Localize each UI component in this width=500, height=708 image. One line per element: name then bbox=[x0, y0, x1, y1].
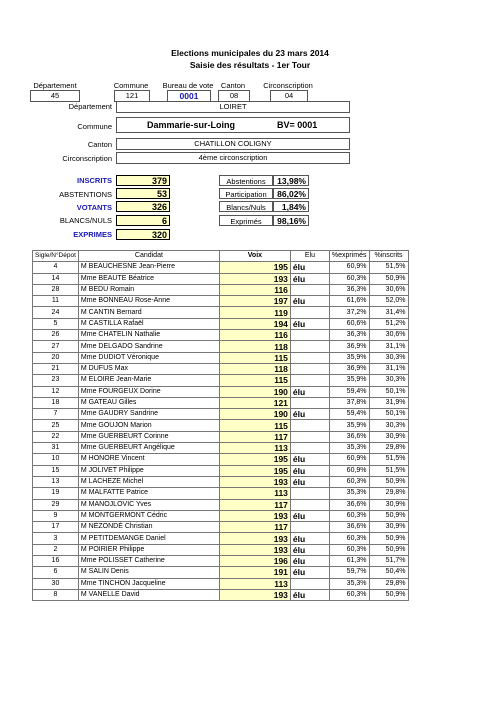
row-pct-inscrits: 30,6% bbox=[369, 284, 408, 295]
row-pct-inscrits: 30,9% bbox=[369, 431, 408, 442]
row-sigle[interactable]: 2 bbox=[33, 544, 79, 555]
row-voix[interactable]: 195 bbox=[219, 454, 290, 465]
row-elu bbox=[290, 341, 329, 352]
abstentions-rate-label: Abstentions bbox=[219, 175, 273, 186]
row-pct-exprimes: 35,9% bbox=[329, 420, 369, 431]
row-elu: élu bbox=[290, 465, 329, 476]
circonscription-name-field[interactable]: 4ème circonscription bbox=[116, 152, 350, 164]
row-pct-inscrits: 31,4% bbox=[369, 307, 408, 318]
row-pct-inscrits: 50,9% bbox=[369, 510, 408, 521]
row-pct-exprimes: 36,3% bbox=[329, 330, 369, 341]
abstentions-rate-value: 13,98% bbox=[273, 175, 309, 186]
row-sigle[interactable]: 23 bbox=[33, 375, 79, 386]
departement-code-label: Département bbox=[33, 81, 77, 90]
row-sigle[interactable]: 26 bbox=[33, 330, 79, 341]
row-pct-inscrits: 51,5% bbox=[369, 465, 408, 476]
row-candidat: Mme DUDIOT Véronique bbox=[78, 352, 219, 363]
circonscription-name-label: Circonscription bbox=[62, 154, 112, 163]
row-sigle[interactable]: 3 bbox=[33, 533, 79, 544]
row-pct-inscrits: 50,1% bbox=[369, 386, 408, 397]
row-pct-inscrits: 31,1% bbox=[369, 363, 408, 374]
row-pct-exprimes: 59,4% bbox=[329, 409, 369, 420]
row-pct-inscrits: 31,9% bbox=[369, 397, 408, 408]
row-candidat: M JOLIVET Philippe bbox=[78, 465, 219, 476]
row-elu bbox=[290, 307, 329, 318]
row-pct-inscrits: 50,1% bbox=[369, 409, 408, 420]
row-elu bbox=[290, 431, 329, 442]
row-elu: élu bbox=[290, 318, 329, 329]
table-row bbox=[33, 397, 409, 408]
table-row bbox=[33, 454, 409, 465]
row-pct-inscrits: 52,0% bbox=[369, 296, 408, 307]
row-pct-exprimes: 60,9% bbox=[329, 262, 369, 273]
row-pct-exprimes: 60,6% bbox=[329, 318, 369, 329]
row-pct-inscrits: 51,5% bbox=[369, 262, 408, 273]
row-sigle[interactable]: 4 bbox=[33, 262, 79, 273]
table-row bbox=[33, 284, 409, 295]
row-voix[interactable]: 117 bbox=[219, 499, 290, 510]
row-pct-inscrits: 30,3% bbox=[369, 375, 408, 386]
row-voix[interactable]: 196 bbox=[219, 556, 290, 567]
row-candidat: Mme DELGADO Sandrine bbox=[78, 341, 219, 352]
canton-code-label: Canton bbox=[220, 81, 246, 90]
circonscription-code-label: Circonscription bbox=[263, 81, 313, 90]
row-candidat: M LACHEZE Michel bbox=[78, 476, 219, 487]
row-elu bbox=[290, 522, 329, 533]
row-pct-inscrits: 30,9% bbox=[369, 499, 408, 510]
results-table bbox=[32, 250, 409, 601]
row-pct-inscrits: 50,9% bbox=[369, 476, 408, 487]
table-row bbox=[33, 499, 409, 510]
row-pct-inscrits: 50,9% bbox=[369, 589, 408, 600]
row-candidat: M POIRIER Philippe bbox=[78, 544, 219, 555]
row-pct-exprimes: 60,3% bbox=[329, 476, 369, 487]
row-pct-inscrits: 30,6% bbox=[369, 330, 408, 341]
row-elu: élu bbox=[290, 273, 329, 284]
commune-name-value: Dammarie-sur-Loing bbox=[147, 120, 236, 130]
row-elu: élu bbox=[290, 556, 329, 567]
row-elu: élu bbox=[290, 510, 329, 521]
row-voix[interactable]: 193 bbox=[219, 476, 290, 487]
table-row bbox=[33, 375, 409, 386]
row-sigle[interactable]: 11 bbox=[33, 296, 79, 307]
row-voix[interactable]: 113 bbox=[219, 578, 290, 589]
canton-name-label: Canton bbox=[87, 140, 112, 149]
row-sigle[interactable]: 13 bbox=[33, 476, 79, 487]
row-voix[interactable]: 195 bbox=[219, 262, 290, 273]
table-row bbox=[33, 307, 409, 318]
row-voix[interactable]: 119 bbox=[219, 307, 290, 318]
blancs-nuls-value[interactable]: 6 bbox=[116, 215, 170, 226]
row-elu bbox=[290, 578, 329, 589]
bureau-code-field[interactable]: 0001 bbox=[167, 90, 211, 102]
row-elu bbox=[290, 420, 329, 431]
row-pct-exprimes: 60,9% bbox=[329, 454, 369, 465]
row-voix[interactable]: 193 bbox=[219, 273, 290, 284]
row-elu: élu bbox=[290, 386, 329, 397]
row-voix[interactable]: 197 bbox=[219, 296, 290, 307]
row-voix[interactable]: 121 bbox=[219, 397, 290, 408]
row-candidat: M NÉZONDÉ Christian bbox=[78, 522, 219, 533]
row-candidat: M MALFATTE Patrice bbox=[78, 488, 219, 499]
row-pct-exprimes: 60,3% bbox=[329, 589, 369, 600]
table-row bbox=[33, 363, 409, 374]
row-candidat: M CANTIN Bernard bbox=[78, 307, 219, 318]
commune-code-field[interactable]: 121 bbox=[114, 90, 150, 102]
votants-value[interactable]: 326 bbox=[116, 201, 170, 212]
row-pct-inscrits: 50,4% bbox=[369, 567, 408, 578]
table-row bbox=[33, 420, 409, 431]
participation-rate-value: 86,02% bbox=[273, 188, 309, 199]
row-pct-inscrits: 29,8% bbox=[369, 443, 408, 454]
circonscription-code-field[interactable]: 04 bbox=[270, 90, 308, 102]
row-candidat: Mme GAUDRY Sandrine bbox=[78, 409, 219, 420]
row-voix[interactable]: 117 bbox=[219, 431, 290, 442]
row-pct-inscrits: 50,9% bbox=[369, 544, 408, 555]
row-pct-exprimes: 35,3% bbox=[329, 578, 369, 589]
row-pct-inscrits: 31,1% bbox=[369, 341, 408, 352]
row-voix[interactable]: 118 bbox=[219, 363, 290, 374]
exprimes-value[interactable]: 320 bbox=[116, 229, 170, 240]
row-sigle[interactable]: 10 bbox=[33, 454, 79, 465]
row-candidat: M BEDU Romain bbox=[78, 284, 219, 295]
row-pct-inscrits: 51,7% bbox=[369, 556, 408, 567]
results-body bbox=[33, 262, 409, 601]
table-row bbox=[33, 352, 409, 363]
row-voix[interactable]: 193 bbox=[219, 589, 290, 600]
table-row bbox=[33, 522, 409, 533]
blancs-nuls-label: BLANCS/NULS bbox=[59, 216, 112, 225]
row-sigle[interactable]: 29 bbox=[33, 499, 79, 510]
row-candidat: M BEAUCHESNE Jean-Pierre bbox=[78, 262, 219, 273]
row-sigle[interactable]: 22 bbox=[33, 431, 79, 442]
row-candidat: Mme BONNEAU Rose-Anne bbox=[78, 296, 219, 307]
commune-name-field[interactable] bbox=[116, 117, 350, 133]
header-elu: Elu bbox=[290, 251, 329, 262]
row-sigle[interactable]: 14 bbox=[33, 273, 79, 284]
row-sigle[interactable]: 24 bbox=[33, 307, 79, 318]
row-pct-exprimes: 37,8% bbox=[329, 397, 369, 408]
row-elu: élu bbox=[290, 589, 329, 600]
inscrits-value[interactable]: 379 bbox=[116, 175, 170, 186]
row-candidat: Mme GOUJON Marion bbox=[78, 420, 219, 431]
row-sigle[interactable]: 12 bbox=[33, 386, 79, 397]
row-pct-inscrits: 51,5% bbox=[369, 454, 408, 465]
commune-code-label: Commune bbox=[113, 81, 149, 90]
row-voix[interactable]: 190 bbox=[219, 409, 290, 420]
row-pct-inscrits: 29,8% bbox=[369, 488, 408, 499]
row-pct-exprimes: 59,7% bbox=[329, 567, 369, 578]
table-row bbox=[33, 330, 409, 341]
row-candidat: Mme GUERBEURT Angélique bbox=[78, 443, 219, 454]
row-sigle[interactable]: 31 bbox=[33, 443, 79, 454]
row-elu bbox=[290, 375, 329, 386]
row-pct-exprimes: 36,3% bbox=[329, 284, 369, 295]
bureau-code-label: Bureau de vote bbox=[162, 81, 214, 90]
row-candidat: Mme TINCHON Jacqueline bbox=[78, 578, 219, 589]
row-candidat: M PETITDEMANGE Daniel bbox=[78, 533, 219, 544]
row-sigle[interactable]: 16 bbox=[33, 556, 79, 567]
row-pct-inscrits: 30,9% bbox=[369, 522, 408, 533]
row-voix[interactable]: 193 bbox=[219, 533, 290, 544]
blancs-nuls-rate-value: 1,84% bbox=[273, 201, 309, 212]
row-sigle[interactable]: 15 bbox=[33, 465, 79, 476]
row-sigle[interactable]: 20 bbox=[33, 352, 79, 363]
votants-label: VOTANTS bbox=[76, 203, 112, 212]
exprimes-rate-value: 98,16% bbox=[273, 215, 309, 226]
row-voix[interactable]: 117 bbox=[219, 522, 290, 533]
row-voix[interactable]: 194 bbox=[219, 318, 290, 329]
row-voix[interactable]: 115 bbox=[219, 352, 290, 363]
row-elu: élu bbox=[290, 567, 329, 578]
row-elu: élu bbox=[290, 409, 329, 420]
header-pct-inscrits: %inscrits bbox=[369, 251, 408, 262]
row-pct-inscrits: 30,3% bbox=[369, 420, 408, 431]
results-header-row bbox=[33, 251, 409, 262]
table-row bbox=[33, 544, 409, 555]
row-pct-inscrits: 29,8% bbox=[369, 578, 408, 589]
row-voix[interactable]: 113 bbox=[219, 488, 290, 499]
row-pct-inscrits: 50,9% bbox=[369, 533, 408, 544]
blancs-nuls-rate-label: Blancs/Nuls bbox=[219, 201, 273, 212]
row-pct-exprimes: 60,3% bbox=[329, 273, 369, 284]
table-row bbox=[33, 443, 409, 454]
row-elu: élu bbox=[290, 533, 329, 544]
table-row bbox=[33, 465, 409, 476]
row-voix[interactable]: 118 bbox=[219, 341, 290, 352]
row-pct-exprimes: 60,3% bbox=[329, 544, 369, 555]
row-pct-exprimes: 36,6% bbox=[329, 431, 369, 442]
table-row bbox=[33, 578, 409, 589]
row-candidat: M VANELLE David bbox=[78, 589, 219, 600]
row-pct-exprimes: 60,9% bbox=[329, 465, 369, 476]
row-elu bbox=[290, 488, 329, 499]
table-row bbox=[33, 567, 409, 578]
table-row bbox=[33, 533, 409, 544]
table-row bbox=[33, 386, 409, 397]
inscrits-label: INSCRITS bbox=[76, 176, 112, 185]
header-candidat: Candidat bbox=[78, 251, 219, 262]
row-elu bbox=[290, 363, 329, 374]
row-candidat: M HONORE Vincent bbox=[78, 454, 219, 465]
row-voix[interactable]: 116 bbox=[219, 284, 290, 295]
row-elu bbox=[290, 352, 329, 363]
row-candidat: Mme POLISSET Catherine bbox=[78, 556, 219, 567]
abstentions-label: ABSTENTIONS bbox=[59, 190, 112, 199]
table-row bbox=[33, 296, 409, 307]
table-row bbox=[33, 341, 409, 352]
row-candidat: M CASTILLA Rafaël bbox=[78, 318, 219, 329]
departement-name-field[interactable]: LOIRET bbox=[116, 101, 350, 113]
header-pct-exprimes: %exprimés bbox=[329, 251, 369, 262]
row-sigle[interactable]: 5 bbox=[33, 318, 79, 329]
bureau-vote-value: BV= 0001 bbox=[277, 120, 318, 130]
row-voix[interactable]: 191 bbox=[219, 567, 290, 578]
row-pct-exprimes: 61,6% bbox=[329, 296, 369, 307]
table-row bbox=[33, 589, 409, 600]
row-sigle[interactable]: 9 bbox=[33, 510, 79, 521]
abstentions-value[interactable]: 53 bbox=[116, 188, 170, 199]
row-sigle[interactable]: 21 bbox=[33, 363, 79, 374]
row-elu bbox=[290, 284, 329, 295]
row-pct-exprimes: 35,3% bbox=[329, 488, 369, 499]
table-row bbox=[33, 476, 409, 487]
row-sigle[interactable]: 18 bbox=[33, 397, 79, 408]
table-row bbox=[33, 510, 409, 521]
page-subtitle: Saisie des résultats - 1er Tour bbox=[189, 60, 311, 70]
row-pct-inscrits: 51,2% bbox=[369, 318, 408, 329]
row-sigle[interactable]: 25 bbox=[33, 420, 79, 431]
row-sigle[interactable]: 6 bbox=[33, 567, 79, 578]
row-sigle[interactable]: 27 bbox=[33, 341, 79, 352]
row-voix[interactable]: 193 bbox=[219, 544, 290, 555]
row-sigle[interactable]: 8 bbox=[33, 589, 79, 600]
row-voix[interactable]: 113 bbox=[219, 443, 290, 454]
row-pct-inscrits: 30,3% bbox=[369, 352, 408, 363]
commune-name-label: Commune bbox=[77, 122, 112, 131]
row-pct-exprimes: 36,9% bbox=[329, 341, 369, 352]
row-sigle[interactable]: 17 bbox=[33, 522, 79, 533]
table-row bbox=[33, 431, 409, 442]
row-voix[interactable]: 115 bbox=[219, 420, 290, 431]
row-pct-exprimes: 35,9% bbox=[329, 352, 369, 363]
row-voix[interactable]: 195 bbox=[219, 465, 290, 476]
participation-rate-label: Participation bbox=[219, 188, 273, 199]
row-pct-exprimes: 60,3% bbox=[329, 510, 369, 521]
row-elu: élu bbox=[290, 454, 329, 465]
row-pct-exprimes: 35,3% bbox=[329, 443, 369, 454]
exprimes-rate-label: Exprimés bbox=[219, 215, 273, 226]
row-pct-exprimes: 36,6% bbox=[329, 499, 369, 510]
page-title: Elections municipales du 23 mars 2014 bbox=[171, 48, 329, 58]
row-pct-exprimes: 59,4% bbox=[329, 386, 369, 397]
row-pct-inscrits: 50,9% bbox=[369, 273, 408, 284]
exprimes-label: EXPRIMES bbox=[73, 230, 112, 239]
row-sigle[interactable]: 30 bbox=[33, 578, 79, 589]
row-candidat: M ELOIRE Jean-Marie bbox=[78, 375, 219, 386]
row-elu bbox=[290, 397, 329, 408]
header-voix: Voix bbox=[219, 251, 290, 262]
canton-name-field[interactable]: CHATILLON COLIGNY bbox=[116, 138, 350, 150]
departement-code-field[interactable]: 45 bbox=[30, 90, 80, 102]
row-voix[interactable]: 193 bbox=[219, 510, 290, 521]
row-pct-exprimes: 61,3% bbox=[329, 556, 369, 567]
canton-code-field[interactable]: 08 bbox=[218, 90, 250, 102]
table-row bbox=[33, 262, 409, 273]
row-candidat: M GATEAU Gilles bbox=[78, 397, 219, 408]
row-voix[interactable]: 190 bbox=[219, 386, 290, 397]
row-candidat: M DUFUS Max bbox=[78, 363, 219, 374]
row-elu: élu bbox=[290, 262, 329, 273]
table-row bbox=[33, 409, 409, 420]
table-row bbox=[33, 318, 409, 329]
row-sigle[interactable]: 7 bbox=[33, 409, 79, 420]
row-elu: élu bbox=[290, 544, 329, 555]
row-elu: élu bbox=[290, 476, 329, 487]
row-pct-exprimes: 60,3% bbox=[329, 533, 369, 544]
row-elu bbox=[290, 443, 329, 454]
row-pct-exprimes: 35,9% bbox=[329, 375, 369, 386]
row-pct-exprimes: 36,6% bbox=[329, 522, 369, 533]
row-candidat: M MANOJLOVIC Yves bbox=[78, 499, 219, 510]
row-elu bbox=[290, 330, 329, 341]
row-sigle[interactable]: 28 bbox=[33, 284, 79, 295]
row-pct-exprimes: 37,2% bbox=[329, 307, 369, 318]
row-voix[interactable]: 115 bbox=[219, 375, 290, 386]
row-candidat: Mme BEAUTE Béatrice bbox=[78, 273, 219, 284]
row-voix[interactable]: 116 bbox=[219, 330, 290, 341]
row-candidat: Mme FOURGEUX Dorine bbox=[78, 386, 219, 397]
row-candidat: M MONTGERMONT Cédric bbox=[78, 510, 219, 521]
row-sigle[interactable]: 19 bbox=[33, 488, 79, 499]
departement-name-label: Département bbox=[68, 102, 112, 111]
row-elu bbox=[290, 499, 329, 510]
table-row bbox=[33, 488, 409, 499]
row-candidat: Mme CHATELIN Nathalie bbox=[78, 330, 219, 341]
row-candidat: Mme GUERBEURT Corinne bbox=[78, 431, 219, 442]
table-row bbox=[33, 273, 409, 284]
row-candidat: M SALIN Denis bbox=[78, 567, 219, 578]
table-row bbox=[33, 556, 409, 567]
header-sigle: Sigle/N°Dépot bbox=[33, 251, 79, 262]
row-pct-exprimes: 36,9% bbox=[329, 363, 369, 374]
row-elu: élu bbox=[290, 296, 329, 307]
